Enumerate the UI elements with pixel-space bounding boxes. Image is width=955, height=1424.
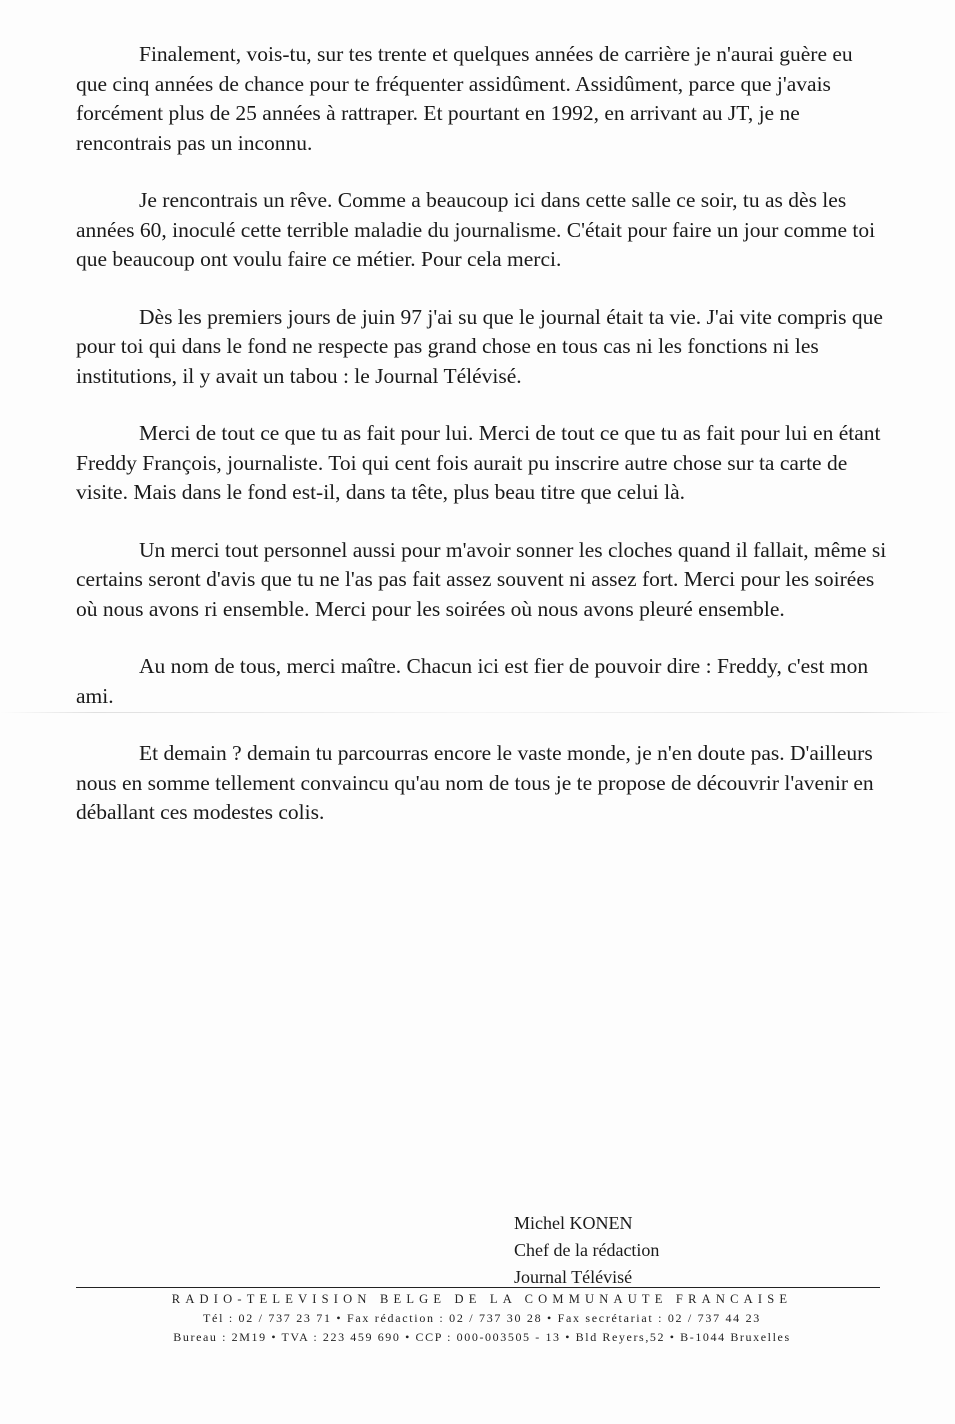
signature-name: Michel KONEN	[514, 1213, 633, 1233]
letter-body	[76, 40, 888, 856]
letterhead-footer	[76, 1290, 888, 1347]
letter-paragraph: Au nom de tous, merci maître. Chacun ici est fier de pouvoir dire : Freddy, c'est mon ami.	[76, 654, 869, 708]
footer-organization: RADIO-TELEVISION BELGE DE LA COMMUNAUTE FRANCAISE	[171, 1292, 793, 1306]
signature-role: Chef de la rédaction	[514, 1240, 660, 1260]
letter-paragraph: Et demain ? demain tu parcourras encore le vaste monde, je n'en doute pas. D'ailleurs nous en somme tellement convaincu qu'au nom de tous je te propose de découvrir l'avenir en déballant ces modestes colis.	[76, 741, 874, 824]
letter-paragraph: Dès les premiers jours de juin 97 j'ai su que le journal était ta vie. J'ai vite compris que pour toi qui dans le fond ne respecte pas grand chose en tous cas ni les fonctions ni les institutions, il y avait un tabou : le Journal Télévisé.	[76, 304, 883, 388]
footer-contacts: Tél : 02 / 737 23 71 • Fax rédaction : 02 / 737 30 28 • Fax secrétariat : 02 / 737 44 23	[203, 1311, 761, 1325]
letter-paragraph: Finalement, vois-tu, sur tes trente et quelques années de carrière je n'aurai guère eu que cinq années de chance pour te fréquenter assidûment. Assidûment, parce que j'avais forcément plus de 25 années à rattraper. Et pourtant en 1992, en arrivant au JT, je ne rencontrais pas un inconnu.	[76, 42, 853, 155]
signature-department: Journal Télévisé	[514, 1267, 633, 1287]
letter-paragraph: Je rencontrais un rêve. Comme a beaucoup ici dans cette salle ce soir, tu as dès les années 60, inoculé cette terrible maladie du journalisme. C'était pour faire un jour comme toi que beaucoup ont voulu faire ce métier. Pour cela merci.	[76, 188, 876, 271]
letter-paragraph: Merci de tout ce que tu as fait pour lui. Merci de tout ce que tu as fait pour lui en étant Freddy François, journaliste. Toi qui cent fois aurait pu inscrire autre chose sur ta carte de visite. Mais dans le fond est-il, dans ta tête, plus beau titre que celui là.	[76, 421, 881, 504]
letter-paragraph: Un merci tout personnel aussi pour m'avoir sonner les cloches quand il fallait, même si certains seront d'avis que tu ne l'as pas fait assez souvent ni assez fort. Merci pour les soirées où nous avons ri ensemble. Merci pour les soirées où nous avons pleuré ensemble.	[76, 537, 887, 621]
signature-block	[514, 1210, 659, 1291]
footer-divider	[76, 1287, 880, 1288]
footer-address: Bureau : 2M19 • TVA : 223 459 690 • CCP : 000-003505 - 13 • Bld Reyers,52 • B-1044 Bruxelles	[173, 1330, 791, 1344]
